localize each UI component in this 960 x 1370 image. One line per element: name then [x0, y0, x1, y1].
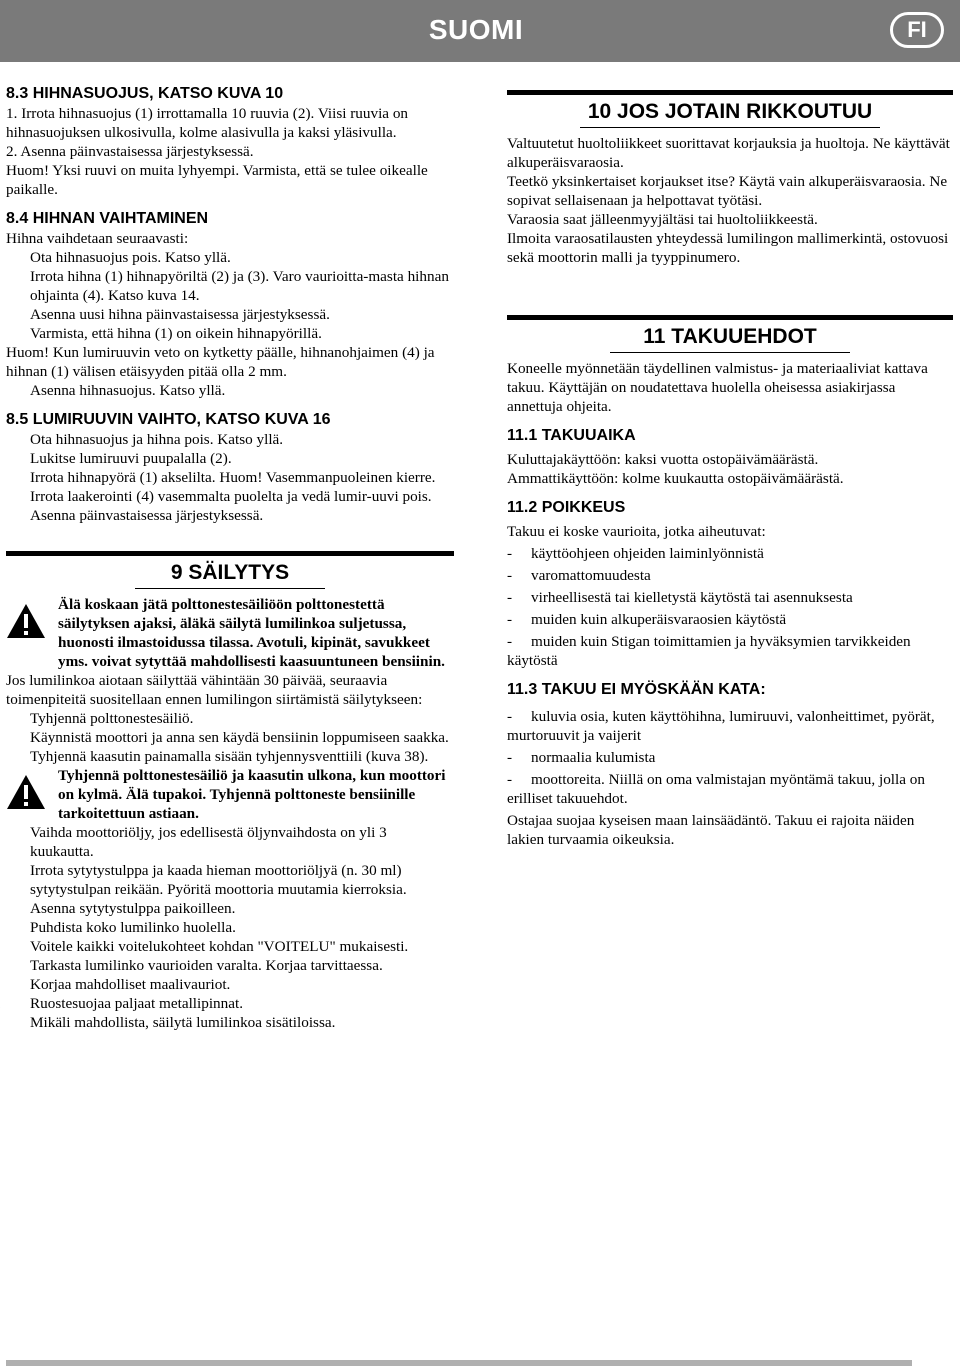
list-item: Tarkasta lumilinko vaurioiden varalta. Korjaa tarvittaessa.	[30, 957, 383, 974]
section-9-intro: Jos lumilinkoa aiotaan säilyttää vähintään 30 päivää, seuraavia toimenpiteitä suositellaan ennen lumilingon siirtämistä säilytykseen:	[6, 672, 423, 708]
list-item: Irrota sytytystulppa ja kaada hieman moottoriöljyä (n. 30 ml) sytytystulpan reikään. Pyöritä moottoria muutamia kierroksia. Asenna sytytystulppa paikoilleen.	[30, 862, 407, 917]
section-10-p3: Varaosia saat jälleenmyyjältäsi tai huoltoliikkeestä.	[507, 211, 818, 228]
list-item: Irrota hihnapyörä (1) akselilta. Huom! Vasemmanpuoleinen kierre.	[30, 469, 436, 486]
list-item: Vaihda moottoriöljy, jos edellisestä öljynvaihdosta on yli 3 kuukautta.	[30, 824, 387, 860]
warning-box	[6, 766, 454, 823]
section-10-p2: Teetkö yksinkertaiset korjaukset itse? Käytä vain alkuperäisvaraosia. Ne sopivat sellaisenaan ja helpottavat työtäsi.	[507, 173, 948, 209]
section-11-header	[507, 315, 953, 353]
section-10-title: 10 JOS JOTAIN RIKKOUTUU	[587, 100, 873, 123]
section-10-p1: Valtuutetut huoltoliikkeet suorittavat korjauksia ja huoltoja. Ne käyttävät alkuperäisvaraosia.	[507, 135, 950, 171]
section-11-3-title: 11.3 TAKUU EI MYÖSKÄÄN KATA:	[507, 681, 766, 698]
section-11-1-p2: Ammattikäyttöön: kolme kuukautta ostopäivämäärästä.	[507, 470, 844, 487]
section-8-3-p2: 2. Asenna päinvastaisessa järjestyksessä.	[6, 143, 254, 160]
section-8-5-title: 8.5 LUMIRUUVIN VAIHTO, KATSO KUVA 16	[6, 411, 331, 428]
list-item: Asenna hihnasuojus. Katso yllä.	[30, 382, 226, 399]
section-11-intro: Koneelle myönnetään täydellinen valmistus- ja materiaaliviat kattava takuu. Käyttäjän on noudatettava huolella oheisessa asiakirjassa annettuja ohjeita.	[507, 360, 928, 415]
section-8-3-p1: 1. Irrota hihnasuojus (1) irrottamalla 10 ruuvia (2). Viisi ruuvia on hihnasuojuksen ulkosivulla, kolme alasivulla ja kaksi yläsivulla.	[6, 105, 409, 141]
list-item: - muiden kuin Stigan toimittamien ja hyväksymien tarvikkeiden käytöstä	[507, 633, 911, 669]
section-8-3-title: 8.3 HIHNASUOJUS, KATSO KUVA 10	[6, 85, 284, 102]
warning-text: Älä koskaan jätä polttonestesäiliöön polttonestettä säilytyksen ajaksi, äläkä säilytä lumilinkoa suljetussa, huonosti ilmastoidussa tilassa. Avotuli, kipinät, savukkeet yms. voivat sytyttää mahdollisesti kaasuuntuneen bensiinin.	[58, 596, 445, 670]
list-item: Asenna päinvastaisessa järjestyksessä.	[30, 507, 264, 524]
list-item: Asenna uusi hihna päinvastaisessa järjestyksessä.	[30, 306, 330, 323]
list-item: - virheellisestä tai kielletystä käytöstä tai asennuksesta	[507, 589, 853, 606]
list-item: - normaalia kulumista	[507, 749, 656, 766]
warning-text: Tyhjennä polttonestesäiliö ja kaasutin ulkona, kun moottori on kylmä. Älä tupakoi. Tyhjennä polttoneste bensiinille tarkoitettuun astiaan.	[58, 767, 446, 822]
section-11-closing: Ostajaa suojaa kyseisen maan lainsäädäntö. Takuu ei rajoita näiden lakien turvaamia oikeuksia.	[507, 812, 915, 848]
section-11-1-p1: Kuluttajakäyttöön: kaksi vuotta ostopäivämäärästä.	[507, 451, 819, 468]
section-8-3-note: Huom! Yksi ruuvi on muita lyhyempi. Varmista, että se tulee oikealle paikalle.	[6, 162, 428, 198]
footer-bar	[6, 1360, 912, 1366]
list-item: - käyttöohjeen ohjeiden laiminlyönnistä	[507, 545, 764, 562]
section-11-2-title: 11.2 POIKKEUS	[507, 499, 626, 516]
list-item: Ruostesuojaa paljaat metallipinnat.	[30, 995, 243, 1012]
list-item: Käynnistä moottori ja anna sen käydä bensiinin loppumiseen saakka.	[30, 729, 449, 746]
list-item: Mikäli mahdollista, säilytä lumilinkoa sisätiloissa.	[30, 1014, 336, 1031]
page-header	[0, 0, 960, 62]
list-item: Ota hihnasuojus ja hihna pois. Katso yllä.	[30, 431, 284, 448]
list-item: Tyhjennä kaasutin painamalla sisään tyhjennysventtiili (kuva 38).	[30, 748, 429, 765]
section-8-4-intro: Hihna vaihdetaan seuraavasti:	[6, 230, 189, 247]
section-8-4-note: Huom! Kun lumiruuvin veto on kytketty päälle, hihnanohjaimen (4) ja hihnan (1) välisen etäisyyden pitää olla 2 mm.	[6, 344, 435, 380]
list-item: Korjaa mahdolliset maalivauriot.	[30, 976, 231, 993]
list-item: - moottoreita. Niillä on oma valmistajan myöntämä takuu, jolla on erilliset takuuehdot.	[507, 771, 925, 807]
section-9-header	[6, 551, 454, 589]
list-item: - kuluvia osia, kuten käyttöhihna, lumiruuvi, valonheittimet, pyörät, murtoruuvit ja vaijerit	[507, 708, 935, 744]
list-item: Irrota laakerointi (4) vasemmalta puolelta ja vedä lumir-uuvi pois.	[30, 488, 432, 505]
warning-icon	[6, 774, 46, 810]
warning-icon	[6, 603, 46, 639]
list-item: Ota hihnasuojus pois. Katso yllä.	[30, 249, 231, 266]
language-badge: FI	[890, 12, 944, 48]
list-item: Puhdista koko lumilinko huolella.	[30, 919, 236, 936]
section-9-title: 9 SÄILYTYS	[170, 561, 290, 584]
list-item: Varmista, että hihna (1) on oikein hihnapyörillä.	[30, 325, 322, 342]
list-item: - muiden kuin alkuperäisvaraosien käytöstä	[507, 611, 787, 628]
list-item: Voitele kaikki voitelukohteet kohdan "VOITELU" mukaisesti.	[30, 938, 409, 955]
right-column	[507, 90, 953, 849]
section-10-header	[507, 90, 953, 128]
left-column	[6, 84, 454, 1032]
section-8-4-title: 8.4 HIHNAN VAIHTAMINEN	[6, 210, 209, 227]
section-11-title: 11 TAKUUEHDOT	[643, 325, 817, 348]
list-item: Lukitse lumiruuvi puupalalla (2).	[30, 450, 232, 467]
list-item: - varomattomuudesta	[507, 567, 651, 584]
warning-box	[6, 595, 454, 671]
section-11-1-title: 11.1 TAKUUAIKA	[507, 427, 636, 444]
list-item: Irrota hihna (1) hihnapyöriltä (2) ja (3). Varo vaurioitta-masta hihnan ohjainta (4). Katso kuva 14.	[30, 268, 449, 304]
list-item: Tyhjennä polttonestesäiliö.	[30, 710, 194, 727]
section-10-p4: Ilmoita varaosatilausten yhteydessä lumilingon mallimerkintä, ostovuosi sekä moottorin malli ja tyyppinumero.	[507, 230, 949, 266]
language-title: SUOMI	[428, 14, 524, 45]
section-11-2-intro: Takuu ei koske vaurioita, jotka aiheutuvat:	[507, 523, 766, 540]
